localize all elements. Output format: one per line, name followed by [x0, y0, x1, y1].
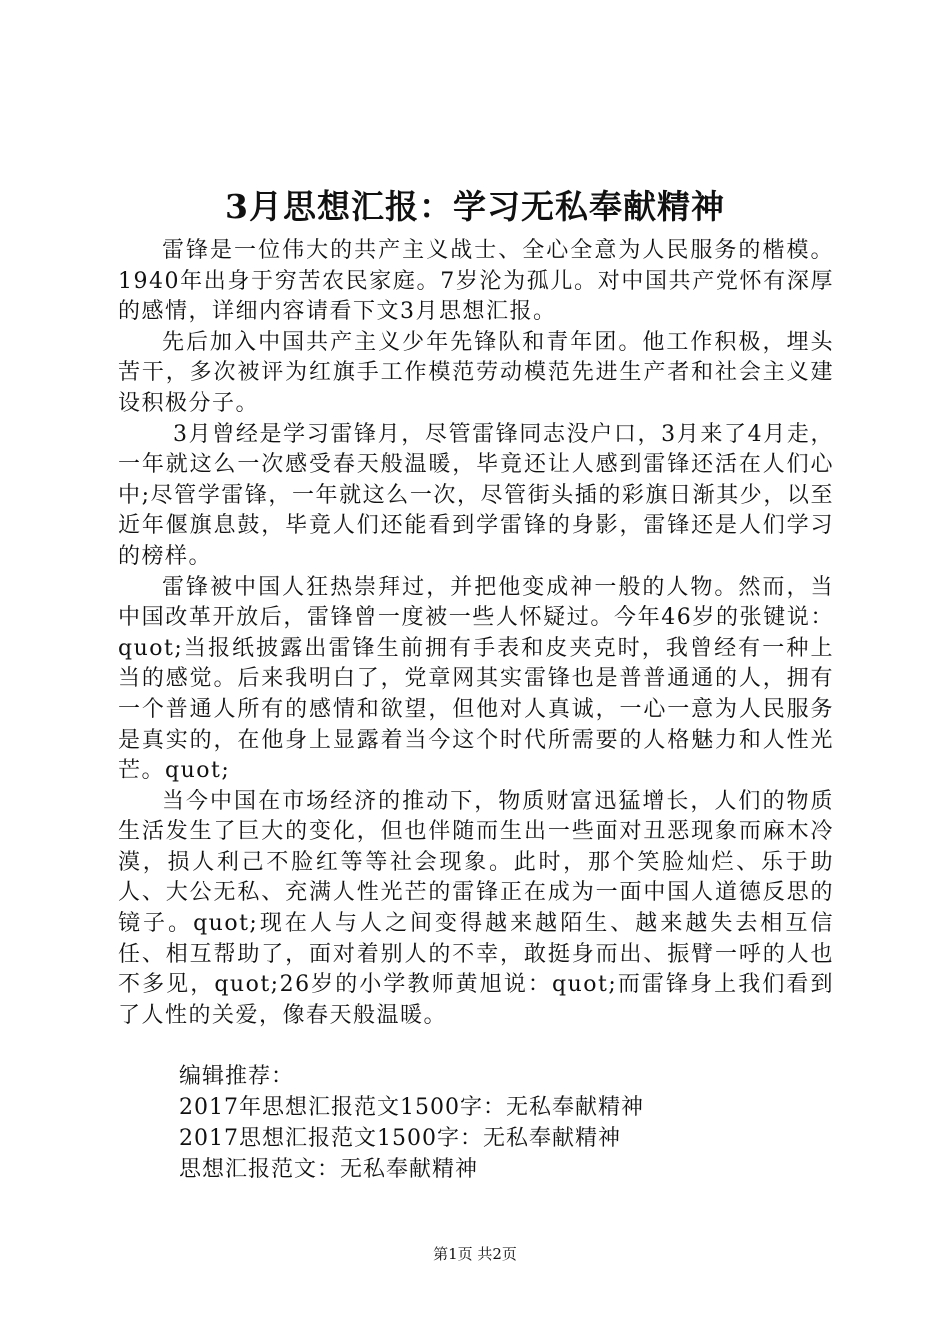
document-body — [118, 236, 834, 1031]
paragraph-1: 雷锋是一位伟大的共产主义战士、全心全意为人民服务的楷模。1940年出身于穷苦农民家庭。7岁沦为孤儿。对中国共产党怀有深厚的感情，详细内容请看下文3月思想汇报。 — [118, 238, 834, 325]
paragraph-3: 3月曾经是学习雷锋月，尽管雷锋同志没户口，3月来了4月走，一年就这么一次感受春天般温暖，毕竟还让人感到雷锋还活在人们心中;尽管学雷锋，一年就这么一次，尽管街头插的彩旗日渐其少，以至近年偃旗息鼓，毕竟人们还能看到学雷锋的身影，雷锋还是人们学习的榜样。 — [118, 421, 834, 569]
recommend-link-1[interactable]: 2017年思想汇报范文1500字：无私奉献精神 — [179, 1095, 644, 1120]
document-title: 3月思想汇报：学习无私奉献精神 — [225, 187, 725, 226]
paragraph-2: 先后加入中国共产主义少年先锋队和青年团。他工作积极，埋头苦干，多次被评为红旗手工作模范劳动模范先进生产者和社会主义建设积极分子。 — [118, 329, 834, 416]
paragraph-5: 当今中国在市场经济的推动下，物质财富迅猛增长，人们的物质生活发生了巨大的变化，但也伴随而生出一些面对丑恶现象而麻木冷漠，损人利己不脸红等等社会现象。此时，那个笑脸灿烂、乐于助人、大公无私、充满人性光芒的雷锋正在成为一面中国人道德反思的镜子。quot;现在人与人之间变得越来越陌生、越来越失去相互信任、相互帮助了，面对着别人的不幸，敢挺身而出、振臂一呼的人也不多见，quot;26岁的小学教师黄旭说：quot;而雷锋身上我们看到了人性的关爱，像春天般温暖。 — [118, 788, 834, 1028]
recommend-section — [179, 1061, 839, 1185]
recommend-label: 编辑推荐： — [179, 1064, 295, 1089]
recommend-link-2[interactable]: 2017思想汇报范文1500字：无私奉献精神 — [179, 1126, 621, 1151]
page-number-footer: 第1页 共2页 — [433, 1245, 517, 1263]
recommend-link-3[interactable]: 思想汇报范文：无私奉献精神 — [179, 1157, 479, 1182]
paragraph-4: 雷锋被中国人狂热崇拜过，并把他变成神一般的人物。然而，当中国改革开放后，雷锋曾一度被一些人怀疑过。今年46岁的张键说：quot;当报纸披露出雷锋生前拥有手表和皮夹克时，我曾经有一种上当的感觉。后来我明白了，党章网其实雷锋也是普普通通的人，拥有一个普通人所有的感情和欲望，但他对人真诚，一心一意为人民服务是真实的，在他身上显露着当今这个时代所需要的人格魅力和人性光芒。quot; — [118, 574, 834, 784]
